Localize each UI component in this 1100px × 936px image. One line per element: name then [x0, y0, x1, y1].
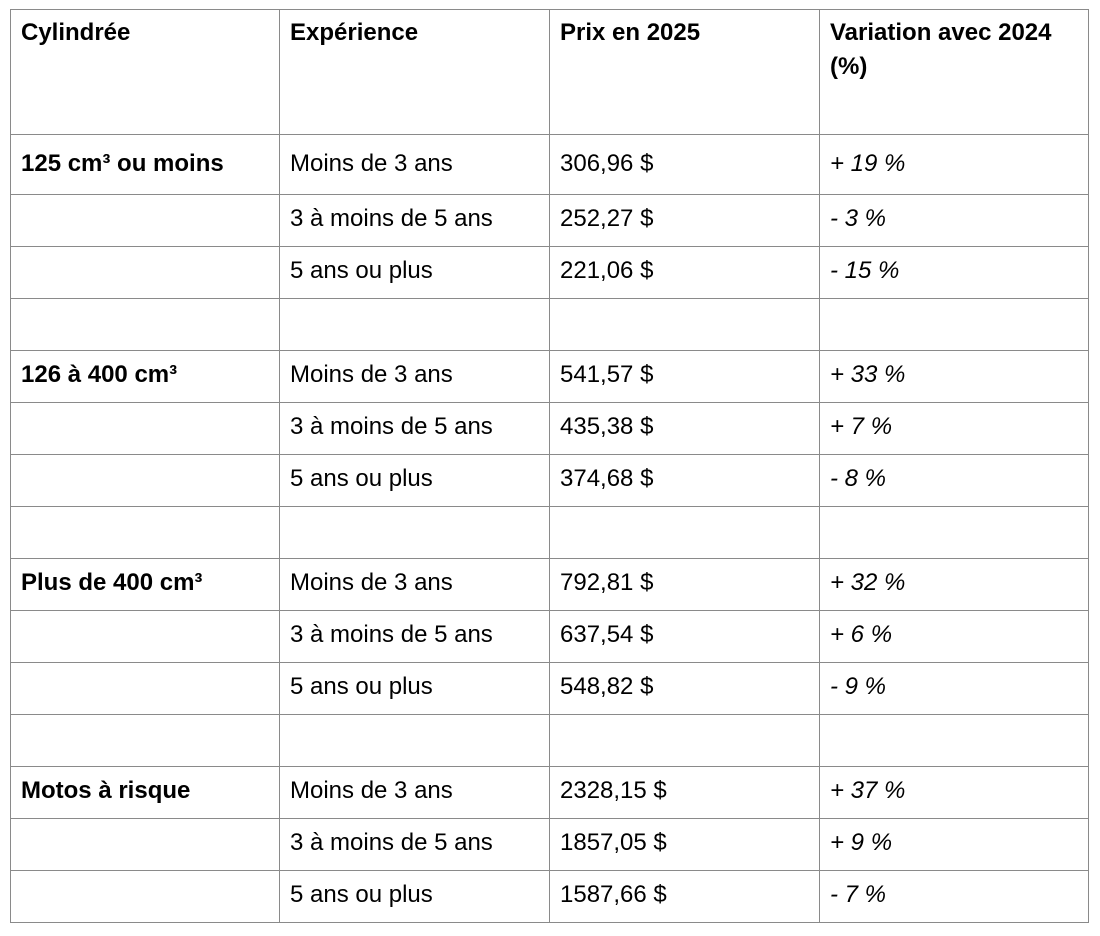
empty-cell [11, 871, 280, 923]
empty-cell [11, 247, 280, 299]
variation-cell: + 33 % [820, 351, 1089, 403]
experience-cell: Moins de 3 ans [280, 135, 550, 195]
header-price-2025: Prix en 2025 [550, 10, 820, 135]
experience-cell: 3 à moins de 5 ans [280, 819, 550, 871]
experience-cell: 3 à moins de 5 ans [280, 403, 550, 455]
table-row [11, 663, 1089, 715]
category-cell: 125 cm³ ou moins [11, 135, 280, 195]
variation-cell: - 8 % [820, 455, 1089, 507]
header-experience: Expérience [280, 10, 550, 135]
price-cell: 1857,05 $ [550, 819, 820, 871]
empty-cell [11, 195, 280, 247]
experience-cell: 5 ans ou plus [280, 663, 550, 715]
variation-cell: - 3 % [820, 195, 1089, 247]
empty-cell [11, 403, 280, 455]
price-cell: 548,82 $ [550, 663, 820, 715]
table-row [11, 195, 1089, 247]
price-cell: 792,81 $ [550, 559, 820, 611]
experience-cell: 3 à moins de 5 ans [280, 611, 550, 663]
spacer-row [11, 299, 1089, 351]
header-variation [820, 10, 1089, 135]
table-row [11, 351, 1089, 403]
insurance-price-table [10, 9, 1089, 923]
variation-cell: - 9 % [820, 663, 1089, 715]
header-variation-line1: Variation avec 2024 [830, 19, 1052, 46]
variation-cell: + 7 % [820, 403, 1089, 455]
table-header-row [11, 10, 1089, 135]
price-cell: 252,27 $ [550, 195, 820, 247]
variation-cell: - 7 % [820, 871, 1089, 923]
price-cell: 374,68 $ [550, 455, 820, 507]
category-cell: Plus de 400 cm³ [11, 559, 280, 611]
variation-cell: + 32 % [820, 559, 1089, 611]
empty-cell [11, 611, 280, 663]
table-row [11, 247, 1089, 299]
price-cell: 637,54 $ [550, 611, 820, 663]
table-row [11, 135, 1089, 195]
experience-cell: 5 ans ou plus [280, 871, 550, 923]
experience-cell: 5 ans ou plus [280, 247, 550, 299]
header-cylindree: Cylindrée [11, 10, 280, 135]
empty-cell [11, 455, 280, 507]
variation-cell: + 19 % [820, 135, 1089, 195]
variation-cell: + 9 % [820, 819, 1089, 871]
experience-cell: 5 ans ou plus [280, 455, 550, 507]
table-row [11, 767, 1089, 819]
category-cell: 126 à 400 cm³ [11, 351, 280, 403]
experience-cell: Moins de 3 ans [280, 351, 550, 403]
price-cell: 1587,66 $ [550, 871, 820, 923]
price-cell: 2328,15 $ [550, 767, 820, 819]
table-row [11, 871, 1089, 923]
table-row [11, 455, 1089, 507]
table-row [11, 403, 1089, 455]
table-row [11, 611, 1089, 663]
table-row [11, 819, 1089, 871]
price-cell: 221,06 $ [550, 247, 820, 299]
header-variation-line2: (%) [830, 53, 868, 80]
empty-cell [11, 663, 280, 715]
experience-cell: Moins de 3 ans [280, 767, 550, 819]
experience-cell: Moins de 3 ans [280, 559, 550, 611]
experience-cell: 3 à moins de 5 ans [280, 195, 550, 247]
empty-cell [11, 819, 280, 871]
table-row [11, 559, 1089, 611]
category-cell: Motos à risque [11, 767, 280, 819]
spacer-row [11, 507, 1089, 559]
variation-cell: - 15 % [820, 247, 1089, 299]
spacer-row [11, 715, 1089, 767]
variation-cell: + 37 % [820, 767, 1089, 819]
price-cell: 306,96 $ [550, 135, 820, 195]
price-cell: 541,57 $ [550, 351, 820, 403]
variation-cell: + 6 % [820, 611, 1089, 663]
price-cell: 435,38 $ [550, 403, 820, 455]
